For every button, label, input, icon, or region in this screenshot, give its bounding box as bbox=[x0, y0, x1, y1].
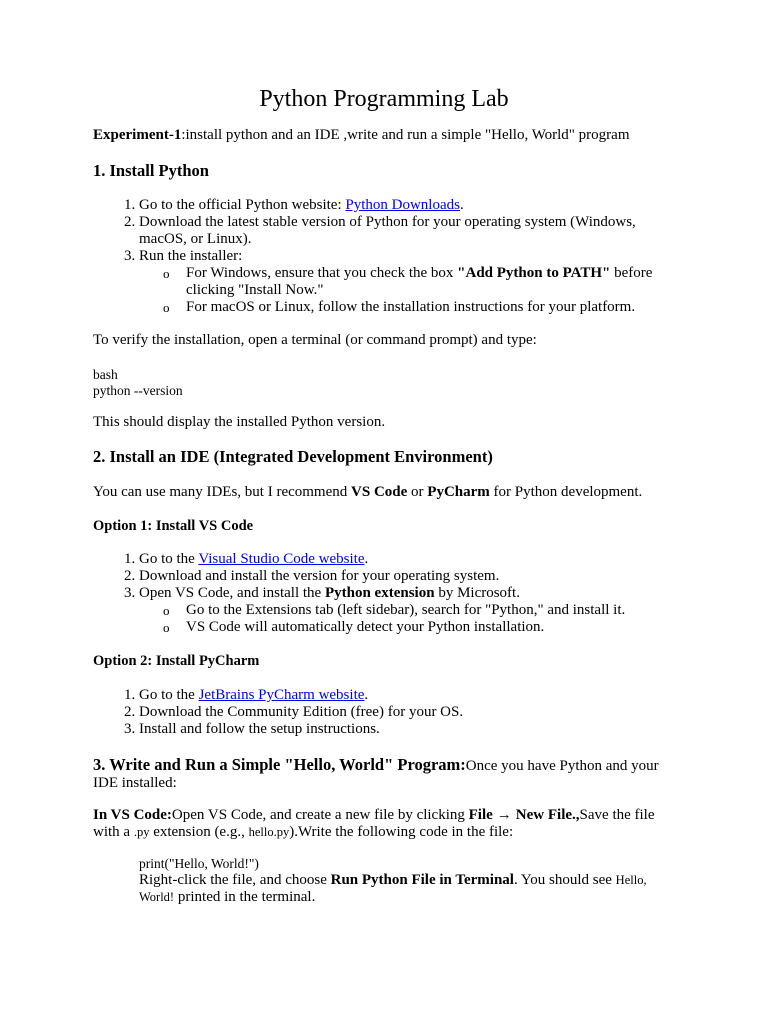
list-item bbox=[139, 197, 678, 214]
vscode-instructions bbox=[93, 807, 678, 841]
step-text: . bbox=[364, 551, 369, 567]
expected-output: Hello, World! bbox=[139, 873, 647, 904]
step-emphasis: "Add Python to PATH" bbox=[457, 265, 611, 281]
verify-text: To verify the installation, open a terminal (or command prompt) and type: bbox=[93, 332, 537, 348]
experiment-label: Experiment-1 bbox=[93, 127, 182, 143]
instruction-text: Right-click the file, and choose bbox=[139, 872, 331, 888]
ide-intro bbox=[93, 484, 678, 501]
pycharm-website-link[interactable]: JetBrains PyCharm website bbox=[198, 687, 365, 703]
instruction-text: printed in the terminal. bbox=[174, 889, 316, 905]
step-text: before clicking "Install Now." bbox=[186, 265, 653, 298]
list-item: o Go to the Extensions tab (left sidebar), search for "Python," and install it. bbox=[186, 602, 678, 619]
install-python-steps bbox=[93, 197, 678, 316]
list-item: o VS Code will automatically detect your Python installation. bbox=[186, 619, 678, 636]
arrow-right-icon: → bbox=[496, 807, 512, 823]
code-line: print("Hello, World!") bbox=[139, 856, 259, 871]
instruction-text: extension (e.g., bbox=[149, 824, 249, 840]
list-item: o For macOS or Linux, follow the installation instructions for your platform. bbox=[186, 299, 678, 316]
menu-file: File bbox=[468, 807, 493, 823]
intro-text: You can use many IDEs, but I recommend bbox=[93, 484, 352, 500]
display-text: This should display the installed Python version. bbox=[93, 414, 386, 430]
python-downloads-link[interactable]: Python Downloads bbox=[345, 197, 460, 213]
list-item: 3. Install and follow the setup instructions. bbox=[139, 721, 678, 738]
step-text: by Microsoft. bbox=[434, 585, 520, 601]
section-3-heading-tail: Once you have Python and your IDE installed: bbox=[93, 758, 659, 791]
step-emphasis: Python extension bbox=[324, 585, 435, 601]
list-item bbox=[139, 248, 678, 316]
list-item bbox=[139, 551, 678, 568]
section-3-heading: 3. Write and Run a Simple "Hello, World" Program: bbox=[93, 755, 466, 774]
instruction-text: . You should see bbox=[513, 872, 616, 888]
list-item bbox=[139, 585, 678, 636]
step-text: Go to the bbox=[139, 551, 199, 567]
step-text: Run the installer: bbox=[139, 248, 243, 264]
page-title: Python Programming Lab bbox=[259, 86, 509, 112]
run-command-emphasis: Run Python File in Terminal bbox=[330, 872, 514, 888]
section-3-block bbox=[93, 756, 678, 792]
step-text: . bbox=[459, 197, 464, 213]
run-instructions bbox=[139, 872, 678, 906]
step-text: Open VS Code, and install the bbox=[139, 585, 325, 601]
list-item: 2. Download and install the version for your operating system. bbox=[139, 568, 678, 585]
list-item: 2. Download the latest stable version of Python for your operating system (Windows, macOS, or Linux). bbox=[139, 214, 678, 248]
list-item bbox=[186, 265, 678, 299]
instruction-text: Open VS Code, and create a new file by clicking bbox=[171, 807, 469, 823]
experiment-text: :install python and an IDE ,write and run a simple "Hello, World" program bbox=[181, 127, 630, 143]
list-item bbox=[139, 687, 678, 704]
step-text: For Windows, ensure that you check the box bbox=[186, 265, 458, 281]
step-text: . bbox=[364, 687, 369, 703]
instruction-text: Save the file with a bbox=[93, 807, 655, 840]
experiment-line bbox=[93, 127, 678, 144]
intro-emphasis: VS Code bbox=[351, 484, 408, 500]
vscode-label: In VS Code: bbox=[93, 807, 172, 823]
menu-new-file: New File., bbox=[515, 807, 580, 823]
list-item: 2. Download the Community Edition (free) for your OS. bbox=[139, 704, 678, 721]
pycharm-steps bbox=[93, 687, 678, 738]
code-line: python --version bbox=[93, 383, 183, 398]
intro-text: for Python development. bbox=[489, 484, 643, 500]
code-language: bash bbox=[93, 367, 118, 382]
vscode-steps bbox=[93, 551, 678, 636]
step-text: Go to the official Python website: bbox=[139, 197, 346, 213]
file-extension: .py bbox=[133, 825, 150, 839]
step-text: Go to the bbox=[139, 687, 199, 703]
vscode-website-link[interactable]: Visual Studio Code website bbox=[198, 551, 365, 567]
example-filename: hello.py bbox=[248, 825, 290, 839]
section-2-heading: 2. Install an IDE (Integrated Development Environment) bbox=[93, 447, 493, 466]
option-1-heading: Option 1: Install VS Code bbox=[93, 518, 254, 534]
code-block-version bbox=[93, 367, 678, 399]
instruction-text: ).Write the following code in the file: bbox=[289, 824, 514, 840]
section-1-heading: 1. Install Python bbox=[93, 161, 209, 180]
hello-code-block bbox=[93, 856, 678, 906]
option-2-heading: Option 2: Install PyCharm bbox=[93, 653, 260, 669]
installer-substeps bbox=[139, 265, 678, 316]
vscode-substeps bbox=[139, 602, 678, 636]
intro-emphasis: PyCharm bbox=[427, 484, 490, 500]
intro-text: or bbox=[407, 484, 428, 500]
